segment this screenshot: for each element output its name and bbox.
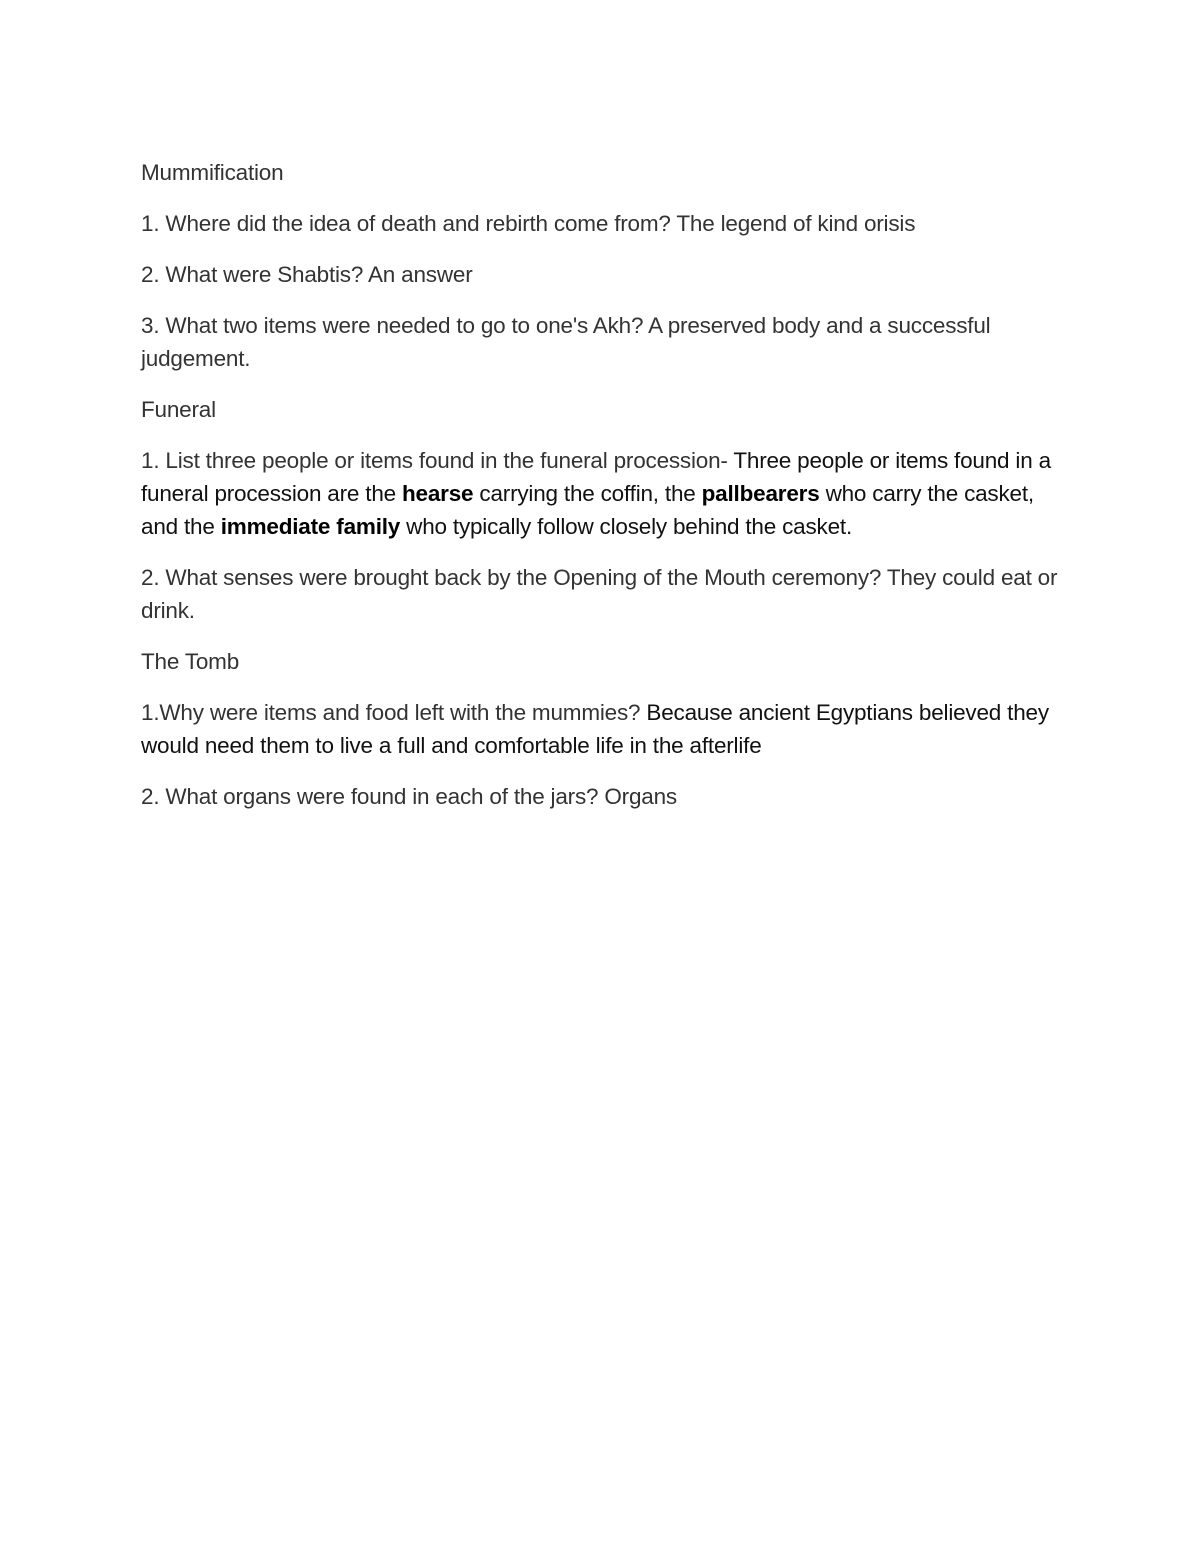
qa-item bbox=[141, 309, 1071, 375]
answer-text: Organs bbox=[598, 784, 677, 809]
question-text: 1. Where did the idea of death and rebirth come from? bbox=[141, 211, 671, 236]
answer-bold-term: immediate family bbox=[220, 514, 401, 539]
qa-item bbox=[141, 696, 1071, 762]
question-text: 1.Why were items and food left with the mummies? bbox=[141, 700, 641, 725]
answer-bold-term: hearse bbox=[402, 481, 474, 506]
answer-text: Because ancient Egyptians believed they would need them to live a full and comfortable life in the afterlife bbox=[141, 700, 1049, 758]
qa-item bbox=[141, 780, 1071, 813]
answer-text: An answer bbox=[363, 262, 473, 287]
qa-item bbox=[141, 561, 1071, 627]
answer-text: They could eat or drink. bbox=[141, 565, 1058, 623]
section-heading-the-tomb: The Tomb bbox=[141, 649, 240, 674]
question-text: 3. What two items were needed to go to one's Akh? bbox=[141, 313, 644, 338]
qa-item bbox=[141, 258, 1071, 291]
answer-text: who typically follow closely behind the casket. bbox=[400, 514, 852, 539]
qa-item bbox=[141, 444, 1071, 543]
question-text: 2. What organs were found in each of the jars? bbox=[141, 784, 599, 809]
question-text: 2. What were Shabtis? bbox=[141, 262, 364, 287]
document-body bbox=[141, 156, 1071, 831]
answer-text: Three people or items found in a funeral procession are the bbox=[141, 448, 1051, 506]
answer-text: who carry the casket, and the bbox=[141, 481, 1034, 539]
answer-bold-term: pallbearers bbox=[701, 481, 820, 506]
question-text: 1. List three people or items found in the funeral procession- bbox=[141, 448, 728, 473]
section-heading-mummification: Mummification bbox=[141, 160, 284, 185]
question-text: 2. What senses were brought back by the Opening of the Mouth ceremony? bbox=[141, 565, 882, 590]
answer-text: A preserved body and a successful judgement. bbox=[141, 313, 991, 371]
section-heading-funeral: Funeral bbox=[141, 397, 216, 422]
qa-item bbox=[141, 207, 1071, 240]
answer-text: The legend of kind orisis bbox=[670, 211, 916, 236]
answer-text: carrying the coffin, the bbox=[473, 481, 702, 506]
